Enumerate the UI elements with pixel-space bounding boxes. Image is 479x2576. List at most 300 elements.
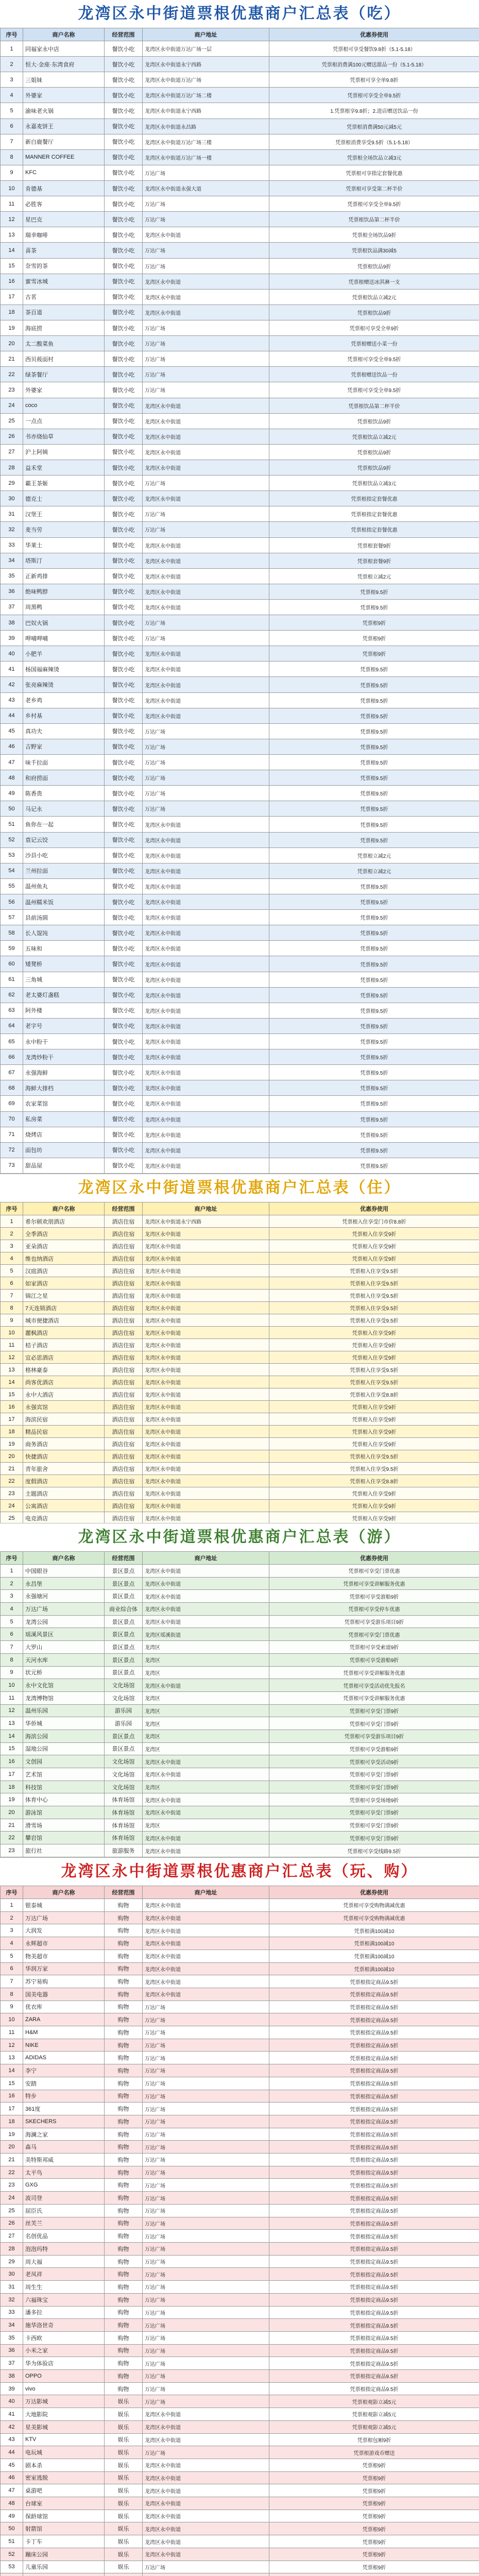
business-scope: 餐饮小吃 <box>105 165 143 180</box>
merchant-table-visit <box>0 1551 479 1857</box>
merchant-name: 永嘉麦饼王 <box>23 118 105 134</box>
row-index: 34 <box>1 2319 23 2332</box>
business-scope: 餐饮小吃 <box>105 258 143 274</box>
offer-detail: 凭票根套餐9折 <box>269 537 479 553</box>
table-row <box>1 351 479 367</box>
merchant-name: GXG <box>23 2179 105 2192</box>
offer-detail: 凭票根包厢9折 <box>269 2433 479 2446</box>
business-scope: 娱乐 <box>105 2484 143 2497</box>
table-row <box>1 320 479 335</box>
merchant-address: 龙湾区永中街道 <box>143 987 269 1003</box>
table-row <box>1 1691 479 1704</box>
merchant-address: 龙湾区永中街道 <box>143 677 269 692</box>
business-scope: 餐饮小吃 <box>105 631 143 646</box>
offer-detail: 凭票根入住享受9.5折 <box>269 1314 479 1327</box>
merchant-name: 渝味老火锅 <box>23 103 105 118</box>
row-index: 9 <box>1 2001 23 2013</box>
merchant-name: 泡泡玛特 <box>23 2242 105 2255</box>
row-index: 61 <box>1 972 23 987</box>
table-row <box>1 2128 479 2141</box>
business-scope: 娱乐 <box>105 2408 143 2421</box>
row-index: 15 <box>1 2077 23 2090</box>
business-scope: 购物 <box>105 2141 143 2154</box>
merchant-address: 龙湾区永中街道 <box>143 1844 269 1857</box>
merchant-address: 万达广场 <box>143 2128 269 2141</box>
row-index: 24 <box>1 2192 23 2205</box>
merchant-address: 龙湾区永中街道 <box>143 1080 269 1096</box>
offer-detail: 凭票根指定商品9.5折 <box>269 2064 479 2077</box>
business-scope: 娱乐 <box>105 2510 143 2522</box>
merchant-name: 万达影城 <box>23 2395 105 2408</box>
merchant-address: 龙湾区永中街道万达广场 <box>143 72 269 88</box>
merchant-name: 射箭馆 <box>23 2522 105 2535</box>
column-header-address: 商户地址 <box>143 1202 269 1215</box>
business-scope: 餐饮小吃 <box>105 925 143 941</box>
merchant-address: 万达广场 <box>143 2179 269 2192</box>
business-scope: 酒店住宿 <box>105 1475 143 1487</box>
offer-detail: 凭票根9.5折 <box>269 910 479 925</box>
table-row <box>1 2141 479 2154</box>
row-index: 12 <box>1 212 23 227</box>
merchant-address: 龙湾区永中街道 <box>143 2535 269 2548</box>
merchant-address: 龙湾区永中街道 <box>143 646 269 662</box>
merchant-address: 龙湾区永中街道 <box>143 1590 269 1603</box>
row-index: 17 <box>1 289 23 304</box>
row-index: 23 <box>1 1487 23 1500</box>
business-scope: 餐饮小吃 <box>105 692 143 708</box>
merchant-name: 古茗 <box>23 289 105 304</box>
merchant-address: 龙湾区永中街道 <box>143 1351 269 1364</box>
table-row <box>1 243 479 258</box>
row-index: 23 <box>1 2179 23 2192</box>
business-scope: 购物 <box>105 2255 143 2268</box>
table-row <box>1 2446 479 2459</box>
row-index: 33 <box>1 537 23 553</box>
table-row <box>1 1899 479 1912</box>
business-scope: 购物 <box>105 2344 143 2357</box>
table-row <box>1 382 479 398</box>
offer-detail: 凭票根9折 <box>269 615 479 631</box>
merchant-address: 龙湾区永中街道 <box>143 460 269 475</box>
merchant-name: 大润发 <box>23 1924 105 1937</box>
table-row <box>1 1111 479 1127</box>
merchant-name: 外婆家 <box>23 88 105 103</box>
offer-detail: 凭票根饮品9折 <box>269 444 479 460</box>
merchant-address: 龙湾区永中街道 <box>143 568 269 584</box>
business-scope: 酒店住宿 <box>105 1426 143 1438</box>
offer-detail: 凭票根满100减10 <box>269 1924 479 1937</box>
business-scope: 娱乐 <box>105 2471 143 2484</box>
business-scope: 餐饮小吃 <box>105 553 143 568</box>
merchant-address: 龙湾区永中街道 <box>143 1911 269 1924</box>
table-row <box>1 2319 479 2332</box>
merchant-name: 台球室 <box>23 2497 105 2510</box>
business-scope: 购物 <box>105 2370 143 2383</box>
merchant-name: 汉庭酒店 <box>23 1265 105 1277</box>
offer-detail: 凭票根可享受索道9折 <box>269 1641 479 1654</box>
row-index: 3 <box>1 1240 23 1252</box>
table-row <box>1 1475 479 1487</box>
offer-detail: 凭票根可享受门票9折 <box>269 1781 479 1793</box>
row-index: 20 <box>1 336 23 351</box>
table-row <box>1 1641 479 1654</box>
merchant-address: 龙湾区永中街道万达广场一层 <box>143 41 269 57</box>
offer-detail: 凭票根指定商品9.5折 <box>269 2319 479 2332</box>
merchant-address: 万达广场 <box>143 258 269 274</box>
business-scope: 购物 <box>105 1975 143 1988</box>
merchant-name: 小肥羊 <box>23 646 105 662</box>
business-scope: 购物 <box>105 2242 143 2255</box>
business-scope: 餐饮小吃 <box>105 88 143 103</box>
table-row <box>1 1565 479 1578</box>
merchant-name: 永辉超市 <box>23 1937 105 1950</box>
row-index: 13 <box>1 2052 23 2064</box>
row-index: 20 <box>1 1450 23 1463</box>
business-scope: 购物 <box>105 2306 143 2319</box>
row-index: 25 <box>1 2204 23 2217</box>
offer-detail: 凭票根9.5折 <box>269 941 479 956</box>
business-scope: 购物 <box>105 2154 143 2166</box>
merchant-name: 益禾堂 <box>23 460 105 475</box>
business-scope <box>105 2573 143 2576</box>
merchant-address: 龙湾区永中街道 <box>143 1615 269 1628</box>
merchant-address: 龙湾区永中街道 <box>143 1228 269 1240</box>
business-scope: 购物 <box>105 1924 143 1937</box>
business-scope: 酒店住宿 <box>105 1314 143 1327</box>
merchant-name: 恒大·金座·东湾食府 <box>23 57 105 72</box>
table-row <box>1 1463 479 1475</box>
business-scope: 娱乐 <box>105 2497 143 2510</box>
table-row <box>1 289 479 304</box>
merchant-address: 万达广场 <box>143 2255 269 2268</box>
offer-detail: 凭票根指定商品9.5折 <box>269 2357 479 2370</box>
table-row <box>1 1351 479 1364</box>
offer-detail: 凭票根指定商品9.5折 <box>269 2331 479 2344</box>
merchant-name: 儿童乐园 <box>23 2561 105 2573</box>
row-index: 3 <box>1 1924 23 1937</box>
row-index: 26 <box>1 429 23 444</box>
table-row <box>1 848 479 863</box>
row-index: 6 <box>1 118 23 134</box>
merchant-address: 龙湾区永中街道 <box>143 817 269 832</box>
offer-detail: 凭票根指定商品9.5折 <box>269 1988 479 2001</box>
offer-detail: 凭票根9.5折 <box>269 1049 479 1065</box>
merchant-address: 龙湾区永中街道 <box>143 491 269 506</box>
business-scope: 娱乐 <box>105 2446 143 2459</box>
offer-detail: 凭票根入住享受9折 <box>269 1351 479 1364</box>
offer-detail: 凭票根9.5折 <box>269 708 479 723</box>
offer-detail: 凭票根可享受游船9折 <box>269 1590 479 1603</box>
offer-detail: 凭票根9.5折 <box>269 770 479 786</box>
merchant-address: 龙湾区永中街道 <box>143 1376 269 1388</box>
table-row <box>1 1950 479 1962</box>
row-index: 16 <box>1 1401 23 1413</box>
row-index: 11 <box>1 1339 23 1351</box>
business-scope: 餐饮小吃 <box>105 1049 143 1065</box>
merchant-name: 西贝莜面村 <box>23 351 105 367</box>
business-scope: 酒店住宿 <box>105 1376 143 1388</box>
merchant-name: 五味和 <box>23 941 105 956</box>
section-eat <box>0 0 479 1174</box>
row-index: 47 <box>1 755 23 770</box>
merchant-name: 华莱士 <box>23 537 105 553</box>
merchant-name: 宜必思酒店 <box>23 1351 105 1364</box>
merchant-name: ZARA <box>23 2013 105 2026</box>
table-row <box>1 832 479 848</box>
offer-detail: 凭票根入住享受9.5折 <box>269 1290 479 1302</box>
merchant-address: 龙湾区 <box>143 1666 269 1679</box>
business-scope: 体育场馆 <box>105 1832 143 1844</box>
offer-detail: 凭票根可享受门票优惠 <box>269 1628 479 1641</box>
row-index: 19 <box>1 2128 23 2141</box>
business-scope: 购物 <box>105 2103 143 2115</box>
merchant-name: 龙湾公园 <box>23 1615 105 1628</box>
merchant-address: 龙湾区永中街道 <box>143 1096 269 1111</box>
table-row <box>1 1768 479 1781</box>
row-index: 38 <box>1 615 23 631</box>
offer-detail: 凭票根指定商品9.5折 <box>269 2204 479 2217</box>
offer-detail: 凭票根饮品9折 <box>269 258 479 274</box>
offer-detail: 凭票根指定商品9.5折 <box>269 1975 479 1988</box>
offer-detail: 凭票根指定商品9.5折 <box>269 2242 479 2255</box>
business-scope: 餐饮小吃 <box>105 646 143 662</box>
business-scope: 文化场馆 <box>105 1781 143 1793</box>
merchant-name: KFC <box>23 165 105 180</box>
table-header-row <box>1 1886 479 1899</box>
merchant-address: 龙湾区永中街道 <box>143 1475 269 1487</box>
merchant-name: NIKE <box>23 2039 105 2052</box>
offer-detail: 凭票根可享受活动优先报名 <box>269 1679 479 1692</box>
row-index: 19 <box>1 320 23 335</box>
merchant-address: 龙湾区 <box>143 1819 269 1832</box>
row-index: 64 <box>1 1018 23 1033</box>
row-index: 14 <box>1 243 23 258</box>
business-scope: 餐饮小吃 <box>105 460 143 475</box>
merchant-address: 龙湾区永中街道 <box>143 1962 269 1975</box>
merchant-address: 万达广场 <box>143 2268 269 2281</box>
offer-detail: 凭票根赠送冰淇淋一支 <box>269 274 479 289</box>
business-scope: 娱乐 <box>105 2548 143 2561</box>
business-scope: 购物 <box>105 2268 143 2281</box>
table-row <box>1 1911 479 1924</box>
business-scope: 餐饮小吃 <box>105 662 143 677</box>
merchant-name: 卡丁车 <box>23 2535 105 2548</box>
merchant-address: 龙湾区永中街道 <box>143 1302 269 1314</box>
merchant-address: 龙湾区永中街道 <box>143 863 269 878</box>
offer-detail: 凭票根9.5折 <box>269 1018 479 1033</box>
row-index: 5 <box>1 1265 23 1277</box>
business-scope: 购物 <box>105 2090 143 2103</box>
merchant-name: 名创优品 <box>23 2230 105 2243</box>
merchant-address: 龙湾区永中街道 <box>143 1975 269 1988</box>
section-title-play: 龙湾区永中街道票根优惠商户汇总表（玩、购） <box>0 1858 479 1886</box>
row-index: 55 <box>1 878 23 894</box>
table-row <box>1 2408 479 2421</box>
row-index: 62 <box>1 987 23 1003</box>
merchant-name: 如家酒店 <box>23 1277 105 1290</box>
merchant-name: 周黑鸭 <box>23 599 105 615</box>
offer-detail: 凭票根入住享受9折 <box>269 1252 479 1265</box>
row-index: 24 <box>1 398 23 413</box>
table-row <box>1 1314 479 1327</box>
table-row <box>1 956 479 972</box>
table-row <box>1 1937 479 1950</box>
row-index: 54 <box>1 863 23 878</box>
table-row <box>1 2103 479 2115</box>
table-row <box>1 1781 479 1793</box>
merchant-name: 艺术馆 <box>23 1768 105 1781</box>
business-scope: 游乐园 <box>105 1717 143 1730</box>
table-row <box>1 1717 479 1730</box>
column-header-address: 商户地址 <box>143 28 269 41</box>
merchant-name: 攀岩馆 <box>23 1832 105 1844</box>
row-index: 2 <box>1 1577 23 1590</box>
merchant-name: 李宁 <box>23 2064 105 2077</box>
business-scope: 娱乐 <box>105 2561 143 2573</box>
offer-detail: 凭票根9.5折 <box>269 956 479 972</box>
merchant-name: 麗枫酒店 <box>23 1327 105 1339</box>
offer-detail: 凭票根9.5折 <box>269 1158 479 1173</box>
merchant-address: 龙湾区 <box>143 1641 269 1654</box>
merchant-name: 张亮麻辣烫 <box>23 677 105 692</box>
table-row <box>1 1327 479 1339</box>
table-row <box>1 2420 479 2433</box>
offer-detail: 凭票根入住享受9.5折 <box>269 1463 479 1475</box>
merchant-address: 万达广场 <box>143 2026 269 2039</box>
business-scope: 餐饮小吃 <box>105 537 143 553</box>
merchant-name: 剧本杀 <box>23 2459 105 2471</box>
offer-detail: 凭票根9.5折 <box>269 972 479 987</box>
offer-detail: 凭票根9.5折 <box>269 599 479 615</box>
table-row <box>1 2344 479 2357</box>
row-index: 24 <box>1 1500 23 1512</box>
table-row <box>1 522 479 537</box>
merchant-name: 袁记云饺 <box>23 832 105 848</box>
offer-detail: 凭票根消费满100元赠送甜品一份（5.1-5.18） <box>269 57 479 72</box>
merchant-name: 国美电器 <box>23 1988 105 2001</box>
merchant-address: 龙湾区永中街道 <box>143 1265 269 1277</box>
business-scope: 娱乐 <box>105 2420 143 2433</box>
table-row <box>1 336 479 351</box>
row-index: 21 <box>1 2154 23 2166</box>
row-index: 16 <box>1 274 23 289</box>
offer-detail: 凭票根观影立减5元 <box>269 2395 479 2408</box>
merchant-address: 万达广场 <box>143 2281 269 2294</box>
row-index: 15 <box>1 258 23 274</box>
merchant-address: 万达广场 <box>143 2446 269 2459</box>
table-row <box>1 429 479 444</box>
merchant-name: 海底捞 <box>23 320 105 335</box>
row-index: 11 <box>1 196 23 212</box>
row-index: 16 <box>1 1755 23 1768</box>
merchant-address: 万达广场 <box>143 2103 269 2115</box>
merchant-address: 龙湾区 <box>143 1653 269 1666</box>
row-index: 70 <box>1 1111 23 1127</box>
business-scope: 餐饮小吃 <box>105 476 143 491</box>
merchant-name: 六福珠宝 <box>23 2293 105 2306</box>
offer-detail: 凭票根9折 <box>269 2459 479 2471</box>
row-index: 1 <box>1 1565 23 1578</box>
row-index: 18 <box>1 1426 23 1438</box>
merchant-name: 县前汤圆 <box>23 910 105 925</box>
merchant-name: 书亦烧仙草 <box>23 429 105 444</box>
offer-detail: 凭票根指定商品9.5折 <box>269 2166 479 2179</box>
merchant-address: 万达广场 <box>143 2039 269 2052</box>
offer-detail: 凭票根入住享受9.5折 <box>269 1302 479 1314</box>
business-scope: 体育场馆 <box>105 1819 143 1832</box>
table-row <box>1 2154 479 2166</box>
merchant-name: 正新鸡排 <box>23 568 105 584</box>
offer-detail: 凭票根入住享受9折 <box>269 1426 479 1438</box>
table-row <box>1 196 479 212</box>
business-scope: 餐饮小吃 <box>105 212 143 227</box>
merchant-name: SKECHERS <box>23 2115 105 2128</box>
column-header-index: 序号 <box>1 1202 23 1215</box>
business-scope: 餐饮小吃 <box>105 289 143 304</box>
merchant-name: 永中大酒店 <box>23 1388 105 1401</box>
table-row <box>1 1832 479 1844</box>
table-row <box>1 631 479 646</box>
merchant-address: 万达广场 <box>143 723 269 739</box>
merchant-name: 格林豪泰 <box>23 1364 105 1376</box>
offer-detail: 凭票根指定商品9.5折 <box>269 2382 479 2395</box>
business-scope: 餐饮小吃 <box>105 367 143 382</box>
merchant-name: 周生生 <box>23 2281 105 2294</box>
offer-detail: 凭票根入住享受8.8折 <box>269 1475 479 1487</box>
row-index: 44 <box>1 2446 23 2459</box>
merchant-address: 龙湾区永中街道 <box>143 553 269 568</box>
merchant-name: 老凤祥 <box>23 2268 105 2281</box>
table-row <box>1 2484 479 2497</box>
offer-detail: 凭票根可享指定套餐优惠 <box>269 165 479 180</box>
merchant-name: 361度 <box>23 2103 105 2115</box>
offer-detail: 凭票根9.5折 <box>269 894 479 910</box>
merchant-name: 阿外楼 <box>23 1003 105 1018</box>
row-index: 37 <box>1 599 23 615</box>
row-index: 15 <box>1 1742 23 1755</box>
business-scope: 餐饮小吃 <box>105 770 143 786</box>
table-row <box>1 987 479 1003</box>
business-scope: 购物 <box>105 2026 143 2039</box>
table-row <box>1 2331 479 2344</box>
row-index: 43 <box>1 2433 23 2446</box>
row-index: 14 <box>1 2064 23 2077</box>
offer-detail: 凭票根指定商品9.5折 <box>269 2192 479 2205</box>
business-scope: 餐饮小吃 <box>105 413 143 429</box>
merchant-name: ADIDAS <box>23 2052 105 2064</box>
business-scope: 餐饮小吃 <box>105 848 143 863</box>
table-row <box>1 2077 479 2090</box>
merchant-name: 烧烤店 <box>23 1127 105 1142</box>
merchant-name: 必胜客 <box>23 196 105 212</box>
table-row <box>1 2026 479 2039</box>
merchant-address: 龙湾区永中街道 <box>143 1327 269 1339</box>
offer-detail: 凭票根可享受购物满减优惠 <box>269 1899 479 1912</box>
table-row <box>1 1487 479 1500</box>
row-index: 25 <box>1 413 23 429</box>
row-index: 7 <box>1 1641 23 1654</box>
merchant-address: 龙湾区永中街道 <box>143 1426 269 1438</box>
table-row <box>1 1628 479 1641</box>
table-row <box>1 506 479 522</box>
row-index: 50 <box>1 801 23 817</box>
merchant-name: 永昌堡 <box>23 1577 105 1590</box>
merchant-address: 龙湾区永中街道 <box>143 1142 269 1158</box>
column-header-offer: 优惠券使用 <box>269 1552 479 1565</box>
merchant-address: 龙湾区永中街道 <box>143 1290 269 1302</box>
row-index: 49 <box>1 786 23 801</box>
offer-detail: 凭票根9折 <box>269 631 479 646</box>
